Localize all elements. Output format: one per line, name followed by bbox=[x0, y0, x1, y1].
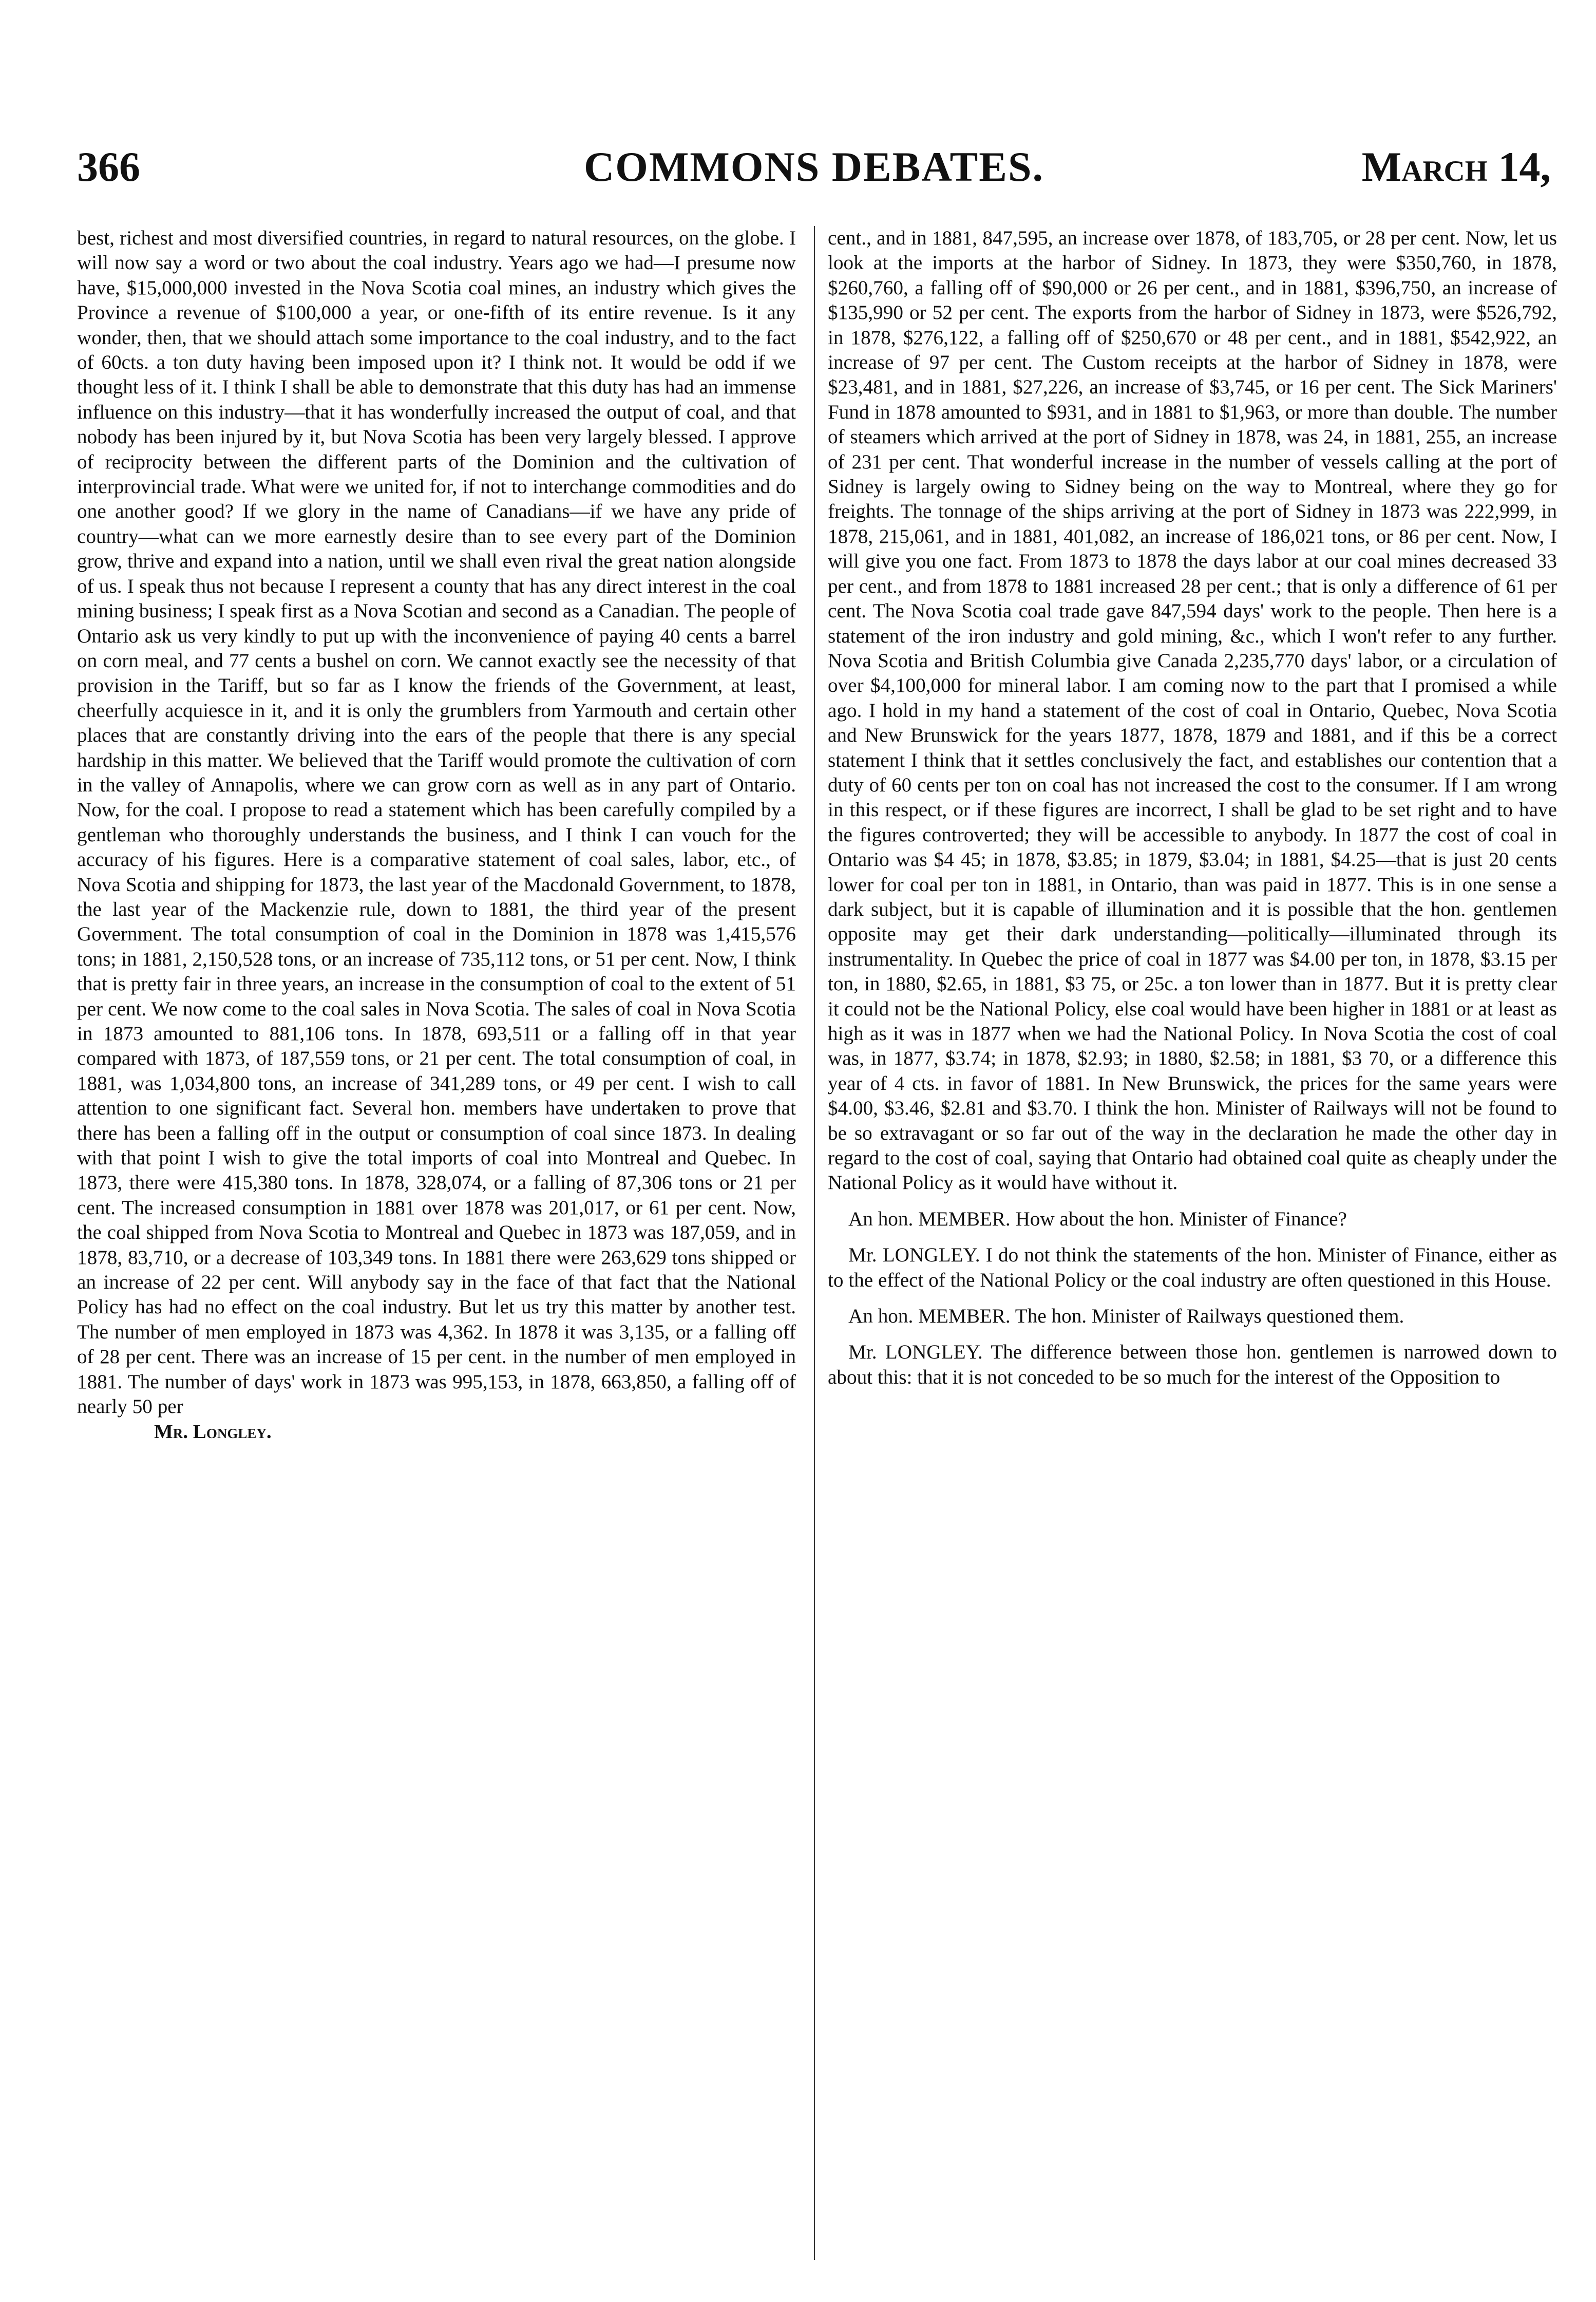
right-paragraph-2: An hon. MEMBER. How about the hon. Minister of Finance? bbox=[848, 1207, 1347, 1230]
page-date: March 14, bbox=[1361, 143, 1551, 190]
page-title: COMMONS DEBATES. bbox=[583, 143, 1044, 190]
column-divider bbox=[814, 226, 815, 2260]
right-paragraph-4: An hon. MEMBER. The hon. Minister of Railways questioned them. bbox=[848, 1305, 1404, 1328]
right-column bbox=[828, 226, 1557, 2260]
left-column-text: best, richest and most diversified countries, in regard to natural resources, on the globe. I will now say a word or two about the coal industry. Years ago we had—I presume now have, $15,000,000 invested in the Nova Scotia coal mines, an industry which gives the Province a revenue of $100,000 a year, or one-fifth of its entire revenue. Is it any wonder, then, that we should attach some importance to the coal industry, and to the fact of 60cts. a ton duty having been imposed upon it? I think not. It would be odd if we thought less of it. I think I shall be able to demonstrate that this duty has had an immense influence on this industry—that it has wonderfully increased the output of coal, and that nobody has been injured by it, but Nova Scotia has been very largely blessed. I approve of reciprocity between the different parts of the Dominion and the cultivation of interprovincial trade. What were we united for, if not to interchange commodities and do one another good? If we glory in the name of Canadians—if we have any pride of country—what can we more earnestly desire than to see every part of the Dominion grow, thrive and expand into a nation, until we shall even rival the great nation alongside of us. I speak thus not because I represent a county that has any direct interest in the coal mining business; I speak first as a Nova Scotian and second as a Canadian. The people of Ontario ask us very kindly to put up with the inconvenience of paying 40 cents a barrel on corn meal, and 77 cents a bushel on corn. We cannot exactly see the necessity of that provision in the Tariff, but so far as I know the friends of the Government, at least, cheerfully acquiesce in it, and it is only the grumblers from Yarmouth and certain other places that are constantly driving into the ears of the people that there is any special hardship in this matter. We believed that the Tariff would promote the cultivation of corn in the valley of Annapolis, where we can grow corn as well as in any part of Ontario. Now, for the coal. I propose to read a statement which has been carefully compiled by a gentleman who thoroughly understands the business, and I think I can vouch for the accuracy of his figures. Here is a comparative statement of coal sales, labor, etc., of Nova Scotia and shipping for 1873, the last year of the Macdonald Government, to 1878, the last year of the Mackenzie rule, down to 1881, the third year of the present Government. The total consumption of coal in the Dominion in 1878 was 1,415,576 tons; in 1881, 2,150,528 tons, or an increase of 735,112 tons, or 51 per cent. Now, I think that is pretty fair in three years, an increase in the consumption of coal to the extent of 51 per cent. We now come to the coal sales in Nova Scotia. The sales of coal in Nova Scotia in 1873 amounted to 881,106 tons. In 1878, 693,511 or a falling off in that year compared with 1873, of 187,559 tons, or 21 per cent. The total consumption of coal, in 1881, was 1,034,800 tons, an increase of 341,289 tons, or 49 per cent. I wish to call attention to one significant fact. Several hon. members have undertaken to prove that there has been a falling off in the output or consumption of coal since 1873. In dealing with that point I wish to give the total imports of coal into Montreal and Quebec. In 1873, there were 415,380 tons. In 1878, 328,074, or a falling of 87,306 tons or 21 per cent. The increased consumption in 1881 over 1878 was 201,017, or 61 per cent. Now, the coal shipped from Nova Scotia to Montreal and Quebec in 1873 was 187,059, and in 1878, 83,710, or a decrease of 103,349 tons. In 1881 there were 263,629 tons shipped or an increase of 22 per cent. Will anybody say in the face of that fact that the National Policy has had no effect on the coal industry. But let us try this matter by another test. The number of men employed in 1873 was 4,362. In 1878 it was 3,135, or a falling off of 28 per cent. There was an increase of 15 per cent. in the number of men employed in 1881. The number of days' work in 1873 was 995,153, in 1878, 663,850, a falling off of nearly 50 per bbox=[77, 227, 796, 1418]
speaker-signature: Mr. Longley. bbox=[154, 1420, 272, 1443]
right-paragraph-5: Mr. LONGLEY. The difference between those hon. gentlemen is narrowed down to about this: that it is not conceded to be so much for the interest of the Opposition to bbox=[828, 1341, 1557, 1388]
right-paragraph-1: cent., and in 1881, 847,595, an increase over 1878, of 183,705, or 28 per cent. Now, let us look at the imports at the harbor of Sidney. In 1873, they were $350,760, in 1878, $260,760, a falling off of $90,000 or 26 per cent., and in 1881, $396,750, an increase of $135,990 or 52 per cent. The exports from the harbor of Sidney in 1873, were $526,792, in 1878, $276,122, a falling off of $250,670 or 48 per cent., and in 1881, $542,922, an increase of 97 per cent. The Custom receipts at the harbor of Sidney in 1878, were $23,481, and in 1881, $27,226, an increase of $3,745, or 16 per cent. The Sick Mariners' Fund in 1878 amounted to $931, and in 1881 to $1,963, or more than double. The number of steamers which arrived at the port of Sidney in 1878, was 24, in 1881, 255, an increase of 231 per cent. That wonderful increase in the number of vessels calling at the port of Sidney is largely owing to Sidney being on the way to Montreal, where they go for freights. The tonnage of the ships arriving at the port of Sidney in 1873 was 222,999, in 1878, 215,061, and in 1881, 401,082, an increase of 186,021 tons, or 86 per cent. Now, I will give you one fact. From 1873 to 1878 the days labor at our coal mines decreased 33 per cent., and from 1878 to 1881 increased 28 per cent.; that is only a difference of 61 per cent. The Nova Scotia coal trade gave 847,594 days' work to the people. Then here is a statement of the iron industry and gold mining, &c., which I won't refer to any further. Nova Scotia and British Columbia give Canada 2,235,770 days' labor, or a circulation of over $4,100,000 for mineral labor. I am coming now to the part that I promised a while ago. I hold in my hand a statement of the cost of coal in Ontario, Quebec, Nova Scotia and New Brunswick for the years 1877, 1878, 1879 and 1881, and if this be a correct statement I think that it settles conclusively the fact, and establishes our contention that a duty of 60 cents per ton on coal has not increased the cost to the consumer. If I am wrong in this respect, or if these figures are incorrect, I shall be glad to be set right and to have the figures controverted; they will be accessible to anybody. In 1877 the cost of coal in Ontario was $4 45; in 1878, $3.85; in 1879, $3.04; in 1881, $4.25—that is just 20 cents lower for coal per ton in 1881, in Ontario, than was paid in 1877. This is in one sense a dark subject, but it is capable of illumination and it is possible that the hon. gentlemen opposite may get their dark understanding—politically—illuminated through its instrumentality. In Quebec the price of coal in 1877 was $4.00 per ton, in 1878, $3.15 per ton, in 1880, $2.65, in 1881, $3 75, or 25c. a ton lower than in 1877. But it is pretty clear it could not be the National Policy, else coal would have been higher in 1881 or at least as high as it was in 1877 when we had the National Policy. In Nova Scotia the cost of coal was, in 1877, $3.74; in 1878, $2.93; in 1880, $2.58; in 1881, $3 70, or a difference this year of 4 cts. in favor of 1881. In New Brunswick, the prices for the same years were $4.00, $3.46, $2.81 and $3.70. I think the hon. Minister of Railways will not be found to be so extravagant or so far out of the way in the declaration he made the other day in regard to the cost of coal, saying that Ontario had obtained coal quite as cheaply under the National Policy as it would have without it. bbox=[828, 227, 1557, 1194]
page-number: 366 bbox=[77, 143, 140, 190]
left-column bbox=[77, 226, 796, 2260]
right-paragraph-3: Mr. LONGLEY. I do not think the statements of the hon. Minister of Finance, either as to the effect of the National Policy or the coal industry are often questioned in this House. bbox=[828, 1244, 1557, 1291]
page-header bbox=[77, 139, 1551, 195]
